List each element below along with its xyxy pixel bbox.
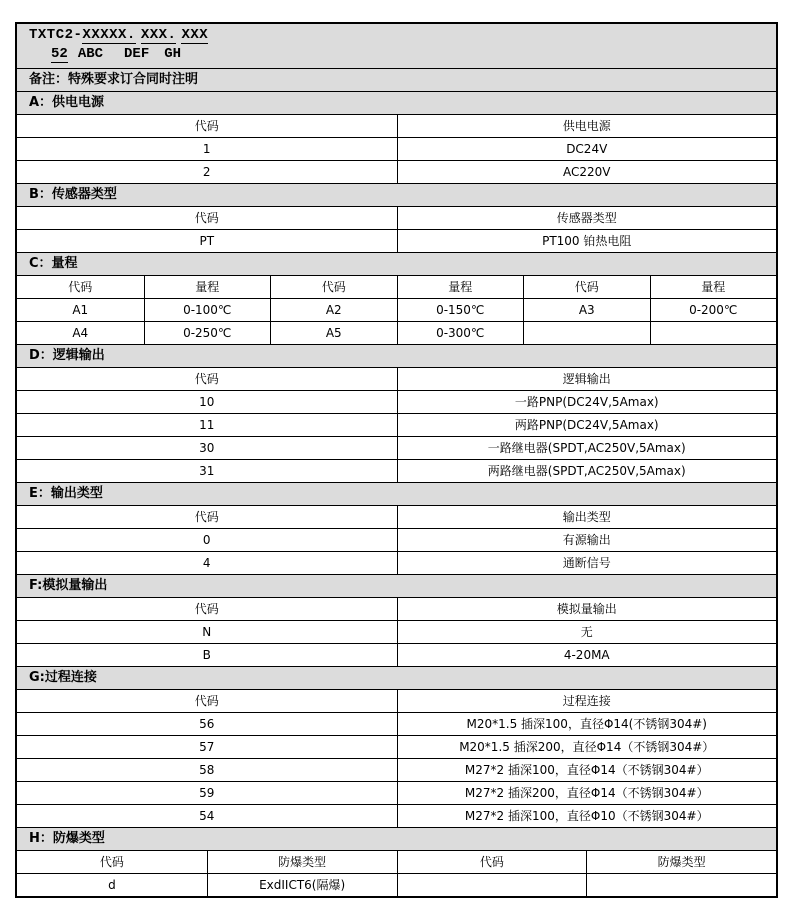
- section-H-column-header: 代码: [99, 855, 124, 869]
- section-A-column-header-row: [17, 114, 776, 137]
- section-D-header: D：逻辑输出: [17, 344, 776, 367]
- model-code-prefix: TXTC2-: [29, 27, 83, 43]
- section-F-header: F:模拟量输出: [17, 574, 776, 597]
- section-F-cell: 4-20MA: [397, 644, 777, 666]
- section-B-column-header: 代码: [194, 211, 219, 225]
- section-C-cell: 0-300℃: [397, 322, 524, 344]
- section-C-column-header: 量程: [650, 276, 777, 298]
- section-A-column-header: 代码: [194, 119, 219, 133]
- section-A-cell: 1: [202, 142, 211, 156]
- section-C-data-row-1: [17, 298, 776, 321]
- section-C-cell: 0-200℃: [650, 299, 777, 321]
- section-G-data-row-1: [17, 712, 776, 735]
- section-D-cell: 10: [199, 395, 215, 409]
- section-C-cell: A1: [72, 303, 89, 317]
- section-C-header: C：量程: [17, 252, 776, 275]
- section-F-column-header-row: [17, 597, 776, 620]
- order-code-def: DEF: [124, 46, 150, 62]
- section-E-data-row-1: [17, 528, 776, 551]
- section-F-cell: 无: [397, 621, 777, 643]
- section-D-cell: 两路PNP(DC24V,5Amax): [397, 414, 777, 436]
- order-example-line: [17, 44, 776, 63]
- section-C-column-header: 量程: [144, 276, 271, 298]
- order-code-abc: ABC: [77, 46, 104, 62]
- section-D-data-row-1: [17, 390, 776, 413]
- section-G-cell: M27*2 插深100，直径Φ10（不锈钢304#）: [397, 805, 777, 827]
- model-code-block: [17, 24, 776, 68]
- section-E-column-header-row: [17, 505, 776, 528]
- section-F-cell: N: [202, 625, 212, 639]
- section-B-cell: PT: [199, 234, 215, 248]
- model-code-group-2: XXX.: [140, 27, 177, 43]
- section-F-data-row-2: [17, 643, 776, 666]
- section-D-cell: 31: [199, 464, 215, 478]
- section-G-header: G:过程连接: [17, 666, 776, 689]
- section-F-column-header: 代码: [194, 602, 219, 616]
- section-C-data-row-2: [17, 321, 776, 344]
- section-D-cell: 11: [199, 418, 215, 432]
- section-G-cell: M20*1.5 插深100，直径Φ14(不锈钢304#): [397, 713, 777, 735]
- section-C-column-header: 代码: [523, 276, 650, 298]
- section-H-column-header: 防爆类型: [586, 851, 776, 873]
- section-C-cell: 0-250℃: [144, 322, 271, 344]
- section-A-cell: DC24V: [397, 138, 777, 160]
- section-C-cell: [523, 322, 650, 344]
- section-C-cell: 0-150℃: [397, 299, 524, 321]
- section-G-data-row-3: [17, 758, 776, 781]
- section-F-cell: B: [202, 648, 211, 662]
- section-G-data-row-2: [17, 735, 776, 758]
- section-E-data-row-2: [17, 551, 776, 574]
- section-B-cell: PT100 铂热电阻: [397, 230, 777, 252]
- section-H-column-header: 防爆类型: [207, 851, 397, 873]
- section-C-cell: A2: [270, 299, 397, 321]
- section-G-column-header: 过程连接: [397, 690, 777, 712]
- section-A-cell: AC220V: [397, 161, 777, 183]
- section-A-cell: 2: [202, 165, 211, 179]
- section-H-cell: ExdIICT6(隔爆): [207, 874, 397, 896]
- model-code-group-3: XXX: [181, 27, 209, 43]
- section-D-data-row-2: [17, 413, 776, 436]
- section-D-cell: 一路继电器(SPDT,AC250V,5Amax): [397, 437, 777, 459]
- section-D-cell: 两路继电器(SPDT,AC250V,5Amax): [397, 460, 777, 482]
- section-G-cell: 58: [199, 763, 215, 777]
- section-B-column-header: 传感器类型: [397, 207, 777, 229]
- section-C-cell: A3: [523, 299, 650, 321]
- section-E-column-header: 输出类型: [397, 506, 777, 528]
- section-D-data-row-3: [17, 436, 776, 459]
- note-row: 备注：特殊要求订合同时注明: [17, 68, 776, 91]
- section-D-column-header: 逻辑输出: [397, 368, 777, 390]
- order-code-sheet: [15, 22, 778, 898]
- section-D-column-header: 代码: [194, 372, 219, 386]
- model-code-group-1: XXXXX.: [82, 27, 136, 43]
- section-C-cell: A4: [72, 326, 89, 340]
- model-code-line: [17, 24, 776, 44]
- section-F-column-header: 模拟量输出: [397, 598, 777, 620]
- section-G-cell: 59: [199, 786, 215, 800]
- order-code-base: 52: [51, 46, 68, 62]
- section-D-cell: 30: [199, 441, 215, 455]
- section-C-column-header: 代码: [68, 280, 93, 294]
- section-C-column-header: 量程: [397, 276, 524, 298]
- section-G-column-header: 代码: [194, 694, 219, 708]
- section-F-data-row-1: [17, 620, 776, 643]
- section-H-column-header: 代码: [397, 851, 587, 873]
- sections-container: [17, 91, 776, 896]
- section-D-column-header-row: [17, 367, 776, 390]
- section-E-column-header: 代码: [194, 510, 219, 524]
- section-G-cell: M20*1.5 插深200，直径Φ14（不锈钢304#）: [397, 736, 777, 758]
- section-H-header: H：防爆类型: [17, 827, 776, 850]
- section-G-data-row-5: [17, 804, 776, 827]
- section-H-cell: [586, 874, 776, 896]
- section-H-cell: [397, 874, 587, 896]
- section-H-cell: d: [108, 878, 116, 892]
- section-H-column-header-row: [17, 850, 776, 873]
- section-A-header: A：供电电源: [17, 91, 776, 114]
- section-H-data-row-1: [17, 873, 776, 896]
- section-A-column-header: 供电电源: [397, 115, 777, 137]
- section-D-data-row-4: [17, 459, 776, 482]
- section-B-data-row-1: [17, 229, 776, 252]
- section-A-data-row-2: [17, 160, 776, 183]
- section-C-cell: A5: [270, 322, 397, 344]
- section-C-column-header: 代码: [270, 276, 397, 298]
- section-G-cell: M27*2 插深100，直径Φ14（不锈钢304#）: [397, 759, 777, 781]
- section-D-cell: 一路PNP(DC24V,5Amax): [397, 391, 777, 413]
- section-C-cell: [650, 322, 777, 344]
- section-B-header: B：传感器类型: [17, 183, 776, 206]
- section-E-cell: 通断信号: [397, 552, 777, 574]
- section-E-cell: 4: [202, 556, 211, 570]
- section-G-data-row-4: [17, 781, 776, 804]
- section-B-column-header-row: [17, 206, 776, 229]
- section-E-cell: 0: [202, 533, 211, 547]
- section-A-data-row-1: [17, 137, 776, 160]
- section-G-cell: 56: [199, 717, 215, 731]
- section-G-cell: 54: [199, 809, 215, 823]
- section-C-cell: 0-100℃: [144, 299, 271, 321]
- section-G-column-header-row: [17, 689, 776, 712]
- section-E-header: E：输出类型: [17, 482, 776, 505]
- section-C-column-header-row: [17, 275, 776, 298]
- section-G-cell: 57: [199, 740, 215, 754]
- section-E-cell: 有源输出: [397, 529, 777, 551]
- section-G-cell: M27*2 插深200，直径Φ14（不锈钢304#）: [397, 782, 777, 804]
- order-code-gh: GH: [164, 46, 182, 62]
